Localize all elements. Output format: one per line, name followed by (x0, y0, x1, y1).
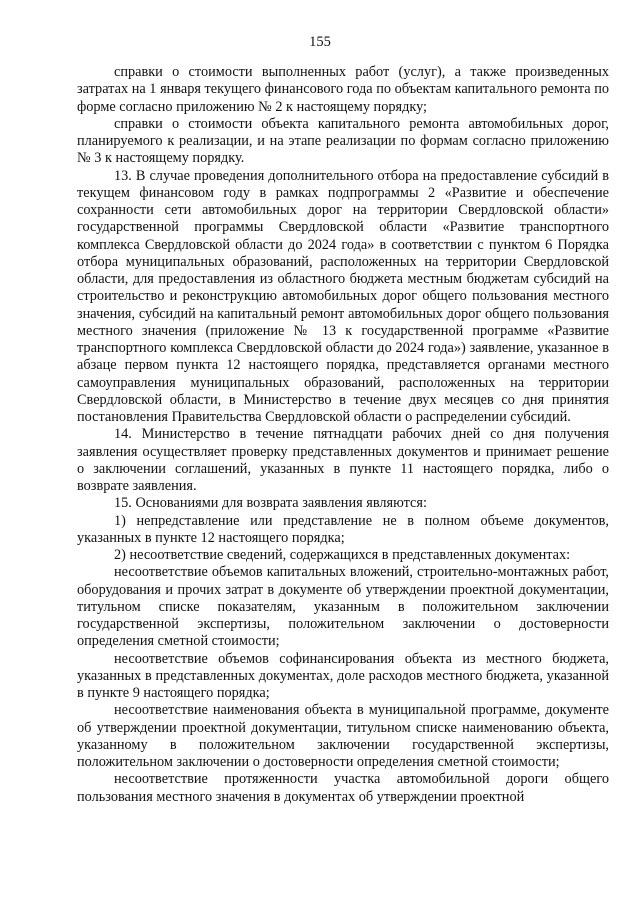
page-number: 155 (309, 34, 331, 50)
paragraph-work-cost-certificates: справки о стоимости выполненных работ (услуг), а также произведенных затратах на 1 января текущего финансового года по объектам капитального ремонта по форме согласно приложению № 2 к настоящему порядку; (77, 64, 609, 115)
paragraph-item-14: 14. Министерство в течение пятнадцати рабочих дней со дня получения заявления осуществляет проверку представленных документов и принимает решение о заключении соглашений, указанных в пункте 11 настоящего порядка, либо о возврате заявления. (77, 426, 609, 494)
document-body (77, 64, 609, 806)
paragraph-item-15-1: 1) непредставление или представление не в полном объеме документов, указанных в пункте 12 настоящего порядка; (77, 512, 609, 546)
paragraph-capital-investment-mismatch: несоответствие объемов капитальных вложений, строительно-монтажных работ, оборудования и прочих затрат в документе об утверждении проектной документации, титульном списке показателям, указанным в положительном заключении государственной экспертизы, положительном заключении о достоверности определения сметной стоимости; (77, 564, 609, 650)
paragraph-road-length-mismatch: несоответствие протяженности участка автомобильной дороги общего пользования местного значения в документах об утверждении проектной (77, 771, 609, 805)
paragraph-item-15: 15. Основаниями для возврата заявления являются: (114, 495, 427, 512)
paragraph-item-15-2: 2) несоответствие сведений, содержащихся в представленных документах: (114, 547, 571, 563)
paragraph-cofinancing-mismatch: несоответствие объемов софинансирования объекта из местного бюджета, указанных в представленных документах, доле расходов местного бюджета, указанной в пункте 9 настоящего порядка; (77, 650, 609, 701)
paragraph-object-name-mismatch: несоответствие наименования объекта в муниципальной программе, документе об утверждении проектной документации, титульном списке наименованию объекта, указанному в положительном заключении государственной экспертизы, положительном заключении о достоверности определения сметной стоимости; (77, 702, 609, 770)
paragraph-item-13: 13. В случае проведения дополнительного отбора на предоставление субсидий в текущем финансовом году в рамках подпрограммы 2 «Развитие и обеспечение сохранности сети автомобильных дорог на территории Свердловской области» государственной программы Свердловской области «Развитие транспортного комплекса Свердловской области до 2024 года» в соответствии с пунктом 6 Порядка отбора муниципальных образований, расположенных на территории Свердловской области, для предоставления из областного бюджета местным бюджетам субсидий на строительство и реконструкцию автомобильных дорог общего пользования местного значения, субсидий на капитальный ремонт автомобильных дорог общего пользования местного значения (приложение № 13 к государственной программе «Развитие транспортного комплекса Свердловской области до 2024 года») заявление, указанное в абзаце первом пункта 12 настоящего порядка, представляется органами местного самоуправления муниципальных образований, расположенных на территории Свердловской области, в Министерство в течение двух месяцев со дня принятия постановления Правительства Свердловской области о распределении субсидий. (77, 167, 609, 425)
paragraph-object-cost-certificates: справки о стоимости объекта капитального ремонта автомобильных дорог, планируемого к реализации, и на этапе реализации по формам согласно приложению № 3 к настоящему порядку. (77, 115, 609, 167)
